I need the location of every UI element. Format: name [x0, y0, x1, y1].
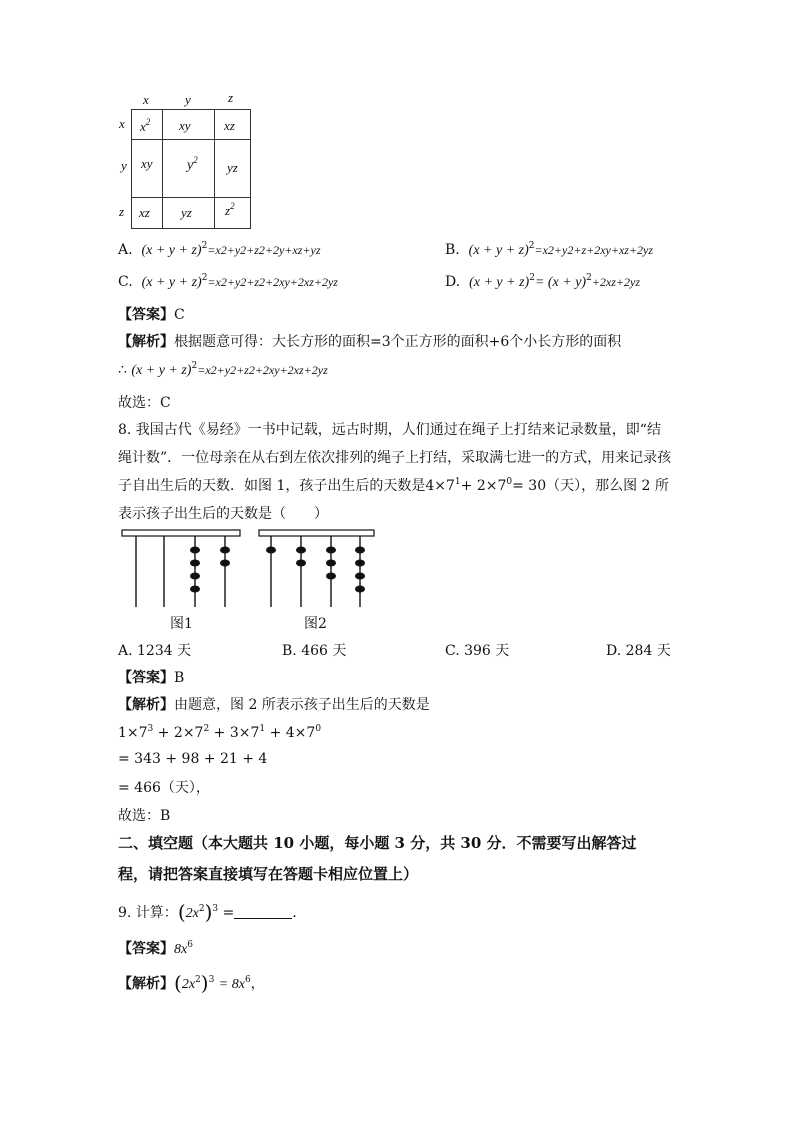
answer-blank[interactable] — [234, 906, 292, 919]
option-lhs: (x + y + z) — [469, 275, 530, 290]
knot — [296, 547, 306, 554]
grid-cell: $z^2$ — [225, 201, 235, 218]
option-rhs: =x2+y2+z2+2xy+2xz+2yz — [207, 275, 338, 289]
knot — [266, 547, 276, 554]
knot — [326, 547, 336, 554]
knot — [190, 573, 200, 580]
knot — [220, 560, 230, 567]
knot — [296, 560, 306, 567]
option-rhs: =x2+y2+z2+2y+xz+yz — [207, 243, 321, 257]
knot — [190, 586, 200, 593]
figure-1-ropes — [122, 530, 240, 607]
analysis-tag: 【解析】 — [118, 334, 174, 350]
q8-formula: 4×7 — [425, 478, 455, 494]
q9-question: 9. 计算：$(2x^2)^3$ = ． — [118, 900, 307, 924]
q8-line3 — [118, 475, 669, 495]
q7-conclusion: 故选：C — [118, 395, 171, 411]
rope-bar — [122, 530, 240, 536]
grid-square — [131, 109, 251, 229]
grid-row-label-z: z — [119, 204, 125, 219]
grid-cell: $y^2$ — [187, 155, 198, 173]
exponent: 1 — [454, 477, 461, 487]
grid-col-label-z: z — [228, 90, 234, 105]
exponent: 6 — [244, 975, 251, 985]
answer-value: 8x — [174, 942, 188, 957]
grid-col-label-y: y — [185, 92, 191, 107]
q8-option-c: C. 396 天 — [445, 643, 510, 659]
option-rhs: = (x + y) — [534, 275, 587, 290]
option-rhs: +2xz+2yz — [591, 275, 641, 289]
grid-cell: xy — [179, 118, 191, 133]
option-letter: D. — [445, 274, 461, 290]
q8-text: 子自出生后的天数．如图 1，孩子出生后的天数是 — [118, 478, 426, 494]
exponent: 2 — [198, 904, 205, 914]
grid-row-label-y: y — [121, 158, 127, 173]
section-heading-line2: 程，请把答案直接填写在答题卡相应位置上） — [118, 865, 419, 883]
answer-value: B — [174, 670, 185, 686]
expr-term: + 2×7 — [157, 725, 204, 741]
q7-option-b: B. $(x + y + z)^2=x2+y2+z+2xy+xz+2yz$ — [445, 241, 654, 258]
knot — [355, 586, 365, 593]
q8-formula: = 30 — [512, 478, 547, 494]
grid-divider — [132, 197, 250, 198]
therefore-symbol: ∴ — [118, 362, 127, 378]
exponent: 3 — [147, 724, 154, 734]
grid-row-label-x: x — [119, 116, 125, 131]
formula-rhs: =x2+y2+z2+2xy+2xz+2yz — [197, 363, 328, 377]
formula-lhs: (x + y + z) — [131, 363, 192, 378]
q9-base: 2x — [181, 977, 196, 992]
exponent: 0 — [315, 724, 322, 734]
q7-option-d: D. $(x + y + z)^2= (x + y)^2+2xz+2yz$ — [445, 273, 641, 290]
analysis-text: 由题意，图 2 所表示孩子出生后的天数是 — [174, 697, 430, 713]
answer-tag: 【答案】 — [118, 941, 174, 957]
q8-option-a: A. 1234 天 — [118, 643, 192, 659]
grid-cell: $x^2$ — [140, 117, 151, 134]
q7-answer — [118, 304, 185, 324]
grid-cell: xz — [224, 118, 235, 133]
q8-analysis-expr — [118, 724, 321, 741]
figure-2-label: 图2 — [304, 616, 327, 632]
expr-term: 1×7 — [118, 725, 148, 741]
answer-tag: 【答案】 — [118, 670, 174, 686]
grid-divider — [214, 110, 215, 228]
q9-base: 2x — [185, 906, 199, 921]
q9-analysis: 【解析】$(2x^2)^3 = 8x^6$， — [118, 971, 265, 995]
option-lhs: (x + y + z) — [141, 275, 202, 290]
q9-answer — [118, 938, 193, 958]
exponent: 2 — [195, 975, 201, 985]
figure-2-ropes — [259, 530, 374, 607]
knot — [355, 547, 365, 554]
option-lhs: (x + y + z) — [468, 243, 529, 258]
rope-bar — [259, 530, 374, 536]
analysis-tag: 【解析】 — [118, 697, 174, 713]
knot — [355, 573, 365, 580]
option-rhs: =x2+y2+z+2xy+xz+2yz — [534, 243, 654, 257]
q8-analysis-line3: = 466（天）， — [118, 780, 210, 796]
q8-option-b: B. 466 天 — [282, 643, 347, 659]
analysis-text: 根据题意可得：大长方形的面积=3个正方形的面积+6个小长方形的面积 — [174, 334, 622, 350]
expr-term: + 3×7 — [213, 725, 260, 741]
q8-option-d: D. 284 天 — [606, 643, 671, 659]
section-heading-line1: 二、填空题（本大题共 10 小题，每小题 3 分，共 30 分．不需要写出解答过 — [118, 834, 637, 852]
knot-figures — [118, 527, 380, 617]
q8-analysis-line2: = 343 + 98 + 21 + 4 — [118, 751, 268, 767]
exponent: 3 — [208, 975, 215, 985]
exponent: 0 — [506, 477, 513, 487]
knot — [190, 547, 200, 554]
analysis-tag: 【解析】 — [118, 976, 174, 992]
q8-answer — [118, 667, 184, 687]
exponent: 1 — [259, 724, 266, 734]
q9-prefix: 9. 计算： — [118, 905, 178, 921]
option-letter: B. — [445, 242, 460, 258]
grid-divider — [162, 110, 163, 228]
q7-analysis-formula: ∴ $(x + y + z)^2=x2+y2+z2+2xy+2xz+2yz$ — [118, 361, 328, 378]
expr-term: + 4×7 — [269, 725, 316, 741]
exponent: 3 — [212, 904, 219, 914]
grid-cell: xz — [139, 205, 150, 220]
q7-option-c: C. $(x + y + z)^2=x2+y2+z2+2xy+2xz+2yz$ — [118, 273, 338, 290]
comma: ， — [250, 976, 265, 992]
q8-line2: 绳计数”．一位母亲在从右到左依次排列的绳子上打结，采取满七进一的方式，用来记录孩 — [118, 450, 672, 466]
option-letter: C. — [118, 274, 133, 290]
equals-sign: = — [222, 905, 235, 921]
q8-analysis — [118, 694, 430, 714]
knot — [190, 560, 200, 567]
exponent: 2 — [203, 724, 210, 734]
q8-line4: 表示孩子出生后的天数是（ ） — [118, 506, 328, 522]
knot — [220, 547, 230, 554]
exponent: 6 — [187, 940, 193, 950]
grid-cell: yz — [227, 160, 238, 175]
q8-formula: + 2×7 — [460, 478, 507, 494]
option-lhs: (x + y + z) — [141, 243, 202, 258]
q8-conclusion: 故选：B — [118, 808, 171, 824]
knot — [326, 560, 336, 567]
grid-divider — [132, 139, 250, 140]
grid-cell: xy — [141, 156, 153, 171]
grid-cell: yz — [181, 205, 192, 220]
q7-analysis — [118, 331, 621, 351]
figure-1-label: 图1 — [170, 616, 193, 632]
q7-option-a: A. $(x + y + z)^2=x2+y2+z2+2y+xz+yz$ — [118, 241, 321, 258]
grid-col-label-x: x — [143, 92, 149, 107]
period: ． — [292, 905, 307, 921]
result: = 8x — [218, 977, 245, 992]
option-letter: A. — [118, 242, 133, 258]
knot — [355, 560, 365, 567]
answer-tag: 【答案】 — [118, 307, 174, 323]
answer-value: C — [174, 307, 185, 323]
q8-line1: 8. 我国古代《易经》一书中记载，远古时期，人们通过在绳子上打结来记录数量，即“结 — [118, 422, 661, 438]
q8-text: （天），那么图 2 所 — [546, 478, 669, 494]
knot — [326, 573, 336, 580]
